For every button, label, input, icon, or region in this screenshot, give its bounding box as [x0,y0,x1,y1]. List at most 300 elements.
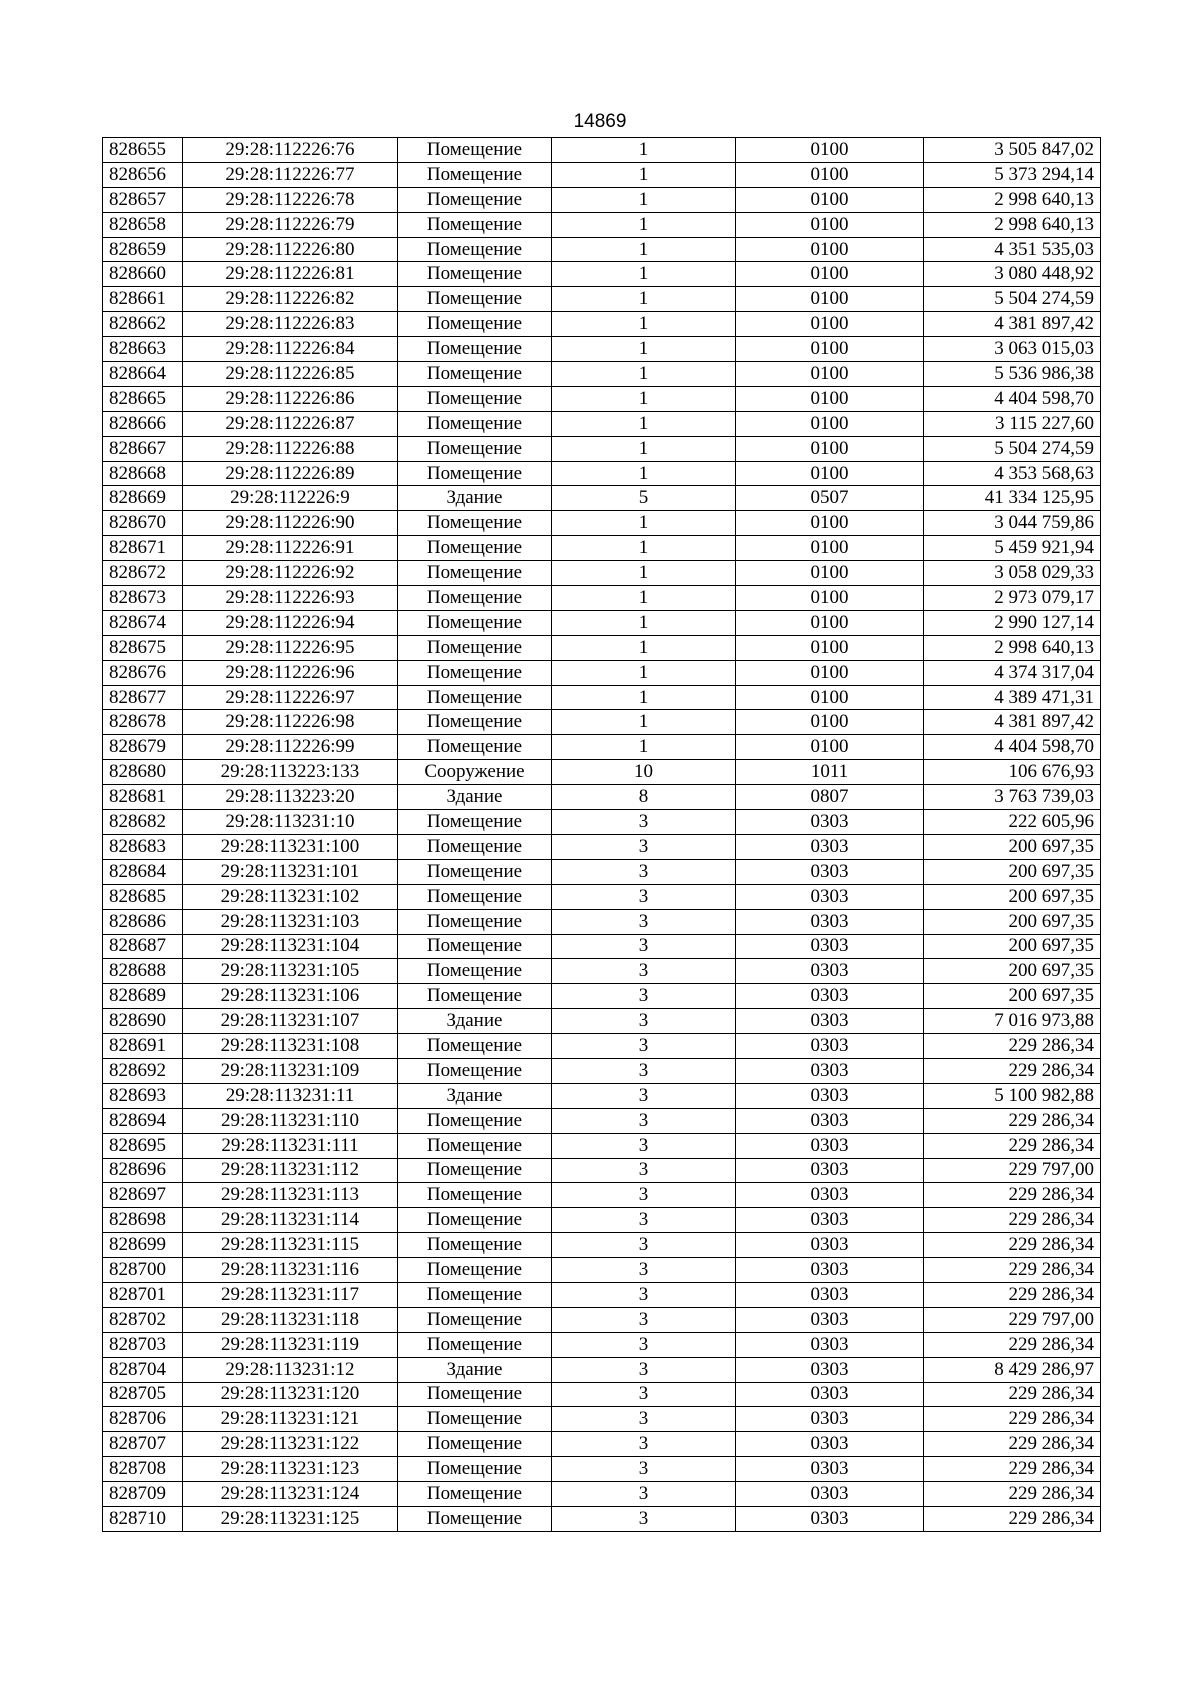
table-row [103,710,1101,735]
table-row [103,1083,1101,1108]
group-cell: 3 [552,1233,736,1258]
cadastral-number-cell: 29:28:113231:111 [183,1133,398,1158]
code-cell: 0303 [736,1058,924,1083]
cadastral-value-cell: 229 286,34 [924,1058,1101,1083]
cadastral-number-cell: 29:28:112226:85 [183,362,398,387]
cadastral-number-cell: 29:28:112226:97 [183,685,398,710]
cadastral-value-cell: 2 990 127,14 [924,610,1101,635]
object-type-cell: Помещение [398,337,552,362]
object-type-cell: Помещение [398,411,552,436]
table-row [103,411,1101,436]
cadastral-number-cell: 29:28:112226:81 [183,262,398,287]
row-number-cell: 828678 [103,710,183,735]
table-row [103,1034,1101,1059]
object-type-cell: Помещение [398,1432,552,1457]
object-type-cell: Здание [398,785,552,810]
code-cell: 0303 [736,1258,924,1283]
cadastral-number-cell: 29:28:112226:87 [183,411,398,436]
cadastral-number-cell: 29:28:113231:115 [183,1233,398,1258]
group-cell: 3 [552,1332,736,1357]
code-cell: 0303 [736,1009,924,1034]
cadastral-number-cell: 29:28:112226:9 [183,486,398,511]
table-row [103,486,1101,511]
code-cell: 0100 [736,635,924,660]
table-row [103,586,1101,611]
table-row [103,1108,1101,1133]
page-number: 14869 [573,111,627,132]
cadastral-number-cell: 29:28:112226:94 [183,610,398,635]
cadastral-number-cell: 29:28:112226:91 [183,536,398,561]
cadastral-value-cell: 4 389 471,31 [924,685,1101,710]
group-cell: 3 [552,1208,736,1233]
object-type-cell: Помещение [398,1058,552,1083]
row-number-cell: 828682 [103,810,183,835]
code-cell: 0303 [736,984,924,1009]
code-cell: 0303 [736,834,924,859]
cadastral-number-cell: 29:28:112226:88 [183,436,398,461]
group-cell: 3 [552,1307,736,1332]
cadastral-value-cell: 200 697,35 [924,959,1101,984]
group-cell: 1 [552,735,736,760]
cadastral-value-cell: 2 998 640,13 [924,635,1101,660]
cadastral-value-cell: 229 797,00 [924,1307,1101,1332]
group-cell: 3 [552,934,736,959]
object-type-cell: Помещение [398,810,552,835]
object-type-cell: Помещение [398,1457,552,1482]
table-row [103,511,1101,536]
row-number-cell: 828687 [103,934,183,959]
object-type-cell: Помещение [398,859,552,884]
group-cell: 1 [552,710,736,735]
cadastral-value-cell: 4 351 535,03 [924,237,1101,262]
object-type-cell: Помещение [398,660,552,685]
object-type-cell: Помещение [398,1282,552,1307]
code-cell: 0100 [736,138,924,163]
table-row [103,162,1101,187]
row-number-cell: 828705 [103,1382,183,1407]
object-type-cell: Помещение [398,212,552,237]
table-row [103,685,1101,710]
object-type-cell: Помещение [398,262,552,287]
group-cell: 3 [552,1432,736,1457]
group-cell: 1 [552,386,736,411]
row-number-cell: 828693 [103,1083,183,1108]
code-cell: 0303 [736,810,924,835]
object-type-cell: Помещение [398,237,552,262]
group-cell: 1 [552,212,736,237]
cadastral-value-cell: 4 404 598,70 [924,386,1101,411]
code-cell: 0303 [736,1034,924,1059]
group-cell: 1 [552,337,736,362]
code-cell: 0100 [736,735,924,760]
cadastral-number-cell: 29:28:112226:86 [183,386,398,411]
cadastral-number-cell: 29:28:113231:106 [183,984,398,1009]
object-type-cell: Помещение [398,162,552,187]
cadastral-value-cell: 3 044 759,86 [924,511,1101,536]
code-cell: 0303 [736,1083,924,1108]
row-number-cell: 828655 [103,138,183,163]
cadastral-value-cell: 229 286,34 [924,1208,1101,1233]
group-cell: 1 [552,262,736,287]
group-cell: 3 [552,834,736,859]
group-cell: 8 [552,785,736,810]
cadastral-value-cell: 3 763 739,03 [924,785,1101,810]
cadastral-number-cell: 29:28:113231:104 [183,934,398,959]
group-cell: 1 [552,312,736,337]
row-number-cell: 828691 [103,1034,183,1059]
cadastral-value-cell: 41 334 125,95 [924,486,1101,511]
code-cell: 0100 [736,337,924,362]
object-type-cell: Помещение [398,1258,552,1283]
code-cell: 0303 [736,909,924,934]
cadastral-value-cell: 229 286,34 [924,1282,1101,1307]
cadastral-value-cell: 229 286,34 [924,1457,1101,1482]
row-number-cell: 828706 [103,1407,183,1432]
row-number-cell: 828690 [103,1009,183,1034]
group-cell: 5 [552,486,736,511]
cadastral-number-cell: 29:28:112226:96 [183,660,398,685]
cadastral-number-cell: 29:28:112226:76 [183,138,398,163]
group-cell: 1 [552,187,736,212]
cadastral-number-cell: 29:28:113231:116 [183,1258,398,1283]
table-row [103,735,1101,760]
table-row [103,436,1101,461]
cadastral-number-cell: 29:28:112226:90 [183,511,398,536]
object-type-cell: Помещение [398,1108,552,1133]
row-number-cell: 828683 [103,834,183,859]
cadastral-value-cell: 229 286,34 [924,1133,1101,1158]
code-cell: 0303 [736,1108,924,1133]
row-number-cell: 828689 [103,984,183,1009]
cadastral-number-cell: 29:28:113231:101 [183,859,398,884]
group-cell: 3 [552,1133,736,1158]
object-type-cell: Помещение [398,735,552,760]
cadastral-value-cell: 229 286,34 [924,1233,1101,1258]
cadastral-number-cell: 29:28:112226:99 [183,735,398,760]
row-number-cell: 828659 [103,237,183,262]
cadastral-number-cell: 29:28:113231:11 [183,1083,398,1108]
code-cell: 0303 [736,1407,924,1432]
table-row [103,386,1101,411]
table-row [103,760,1101,785]
row-number-cell: 828656 [103,162,183,187]
cadastral-value-cell: 5 536 986,38 [924,362,1101,387]
cadastral-number-cell: 29:28:113231:113 [183,1183,398,1208]
object-type-cell: Помещение [398,1133,552,1158]
cadastral-number-cell: 29:28:113231:122 [183,1432,398,1457]
group-cell: 3 [552,1457,736,1482]
group-cell: 3 [552,1482,736,1507]
cadastral-number-cell: 29:28:112226:98 [183,710,398,735]
cadastral-number-cell: 29:28:113231:121 [183,1407,398,1432]
cadastral-number-cell: 29:28:112226:95 [183,635,398,660]
cadastral-value-cell: 200 697,35 [924,859,1101,884]
row-number-cell: 828666 [103,411,183,436]
group-cell: 3 [552,1009,736,1034]
row-number-cell: 828702 [103,1307,183,1332]
cadastral-number-cell: 29:28:112226:92 [183,561,398,586]
table-row [103,1307,1101,1332]
object-type-cell: Помещение [398,934,552,959]
cadastral-number-cell: 29:28:113231:103 [183,909,398,934]
cadastral-value-cell: 229 286,34 [924,1034,1101,1059]
object-type-cell: Здание [398,486,552,511]
code-cell: 0303 [736,1357,924,1382]
table-row [103,1282,1101,1307]
group-cell: 1 [552,237,736,262]
object-type-cell: Помещение [398,586,552,611]
object-type-cell: Здание [398,1083,552,1108]
object-type-cell: Помещение [398,187,552,212]
table-row [103,287,1101,312]
cadastral-number-cell: 29:28:113231:125 [183,1506,398,1531]
group-cell: 1 [552,411,736,436]
cadastral-number-cell: 29:28:113231:112 [183,1158,398,1183]
row-number-cell: 828676 [103,660,183,685]
cadastral-value-cell: 229 797,00 [924,1158,1101,1183]
cadastral-number-cell: 29:28:113231:105 [183,959,398,984]
object-type-cell: Помещение [398,1183,552,1208]
code-cell: 0807 [736,785,924,810]
code-cell: 0303 [736,1133,924,1158]
code-cell: 0100 [736,162,924,187]
cadastral-number-cell: 29:28:113231:120 [183,1382,398,1407]
cadastral-number-cell: 29:28:112226:80 [183,237,398,262]
cadastral-value-cell: 200 697,35 [924,984,1101,1009]
row-number-cell: 828694 [103,1108,183,1133]
group-cell: 10 [552,760,736,785]
code-cell: 0100 [736,386,924,411]
group-cell: 1 [552,635,736,660]
code-cell: 0303 [736,859,924,884]
table-row [103,187,1101,212]
registry-table-body [103,138,1101,1532]
row-number-cell: 828692 [103,1058,183,1083]
cadastral-number-cell: 29:28:112226:79 [183,212,398,237]
object-type-cell: Помещение [398,1382,552,1407]
row-number-cell: 828670 [103,511,183,536]
table-row [103,984,1101,1009]
cadastral-number-cell: 29:28:112226:89 [183,461,398,486]
row-number-cell: 828698 [103,1208,183,1233]
code-cell: 0507 [736,486,924,511]
table-row [103,884,1101,909]
row-number-cell: 828669 [103,486,183,511]
object-type-cell: Помещение [398,287,552,312]
cadastral-value-cell: 229 286,34 [924,1382,1101,1407]
code-cell: 0100 [736,536,924,561]
cadastral-value-cell: 5 504 274,59 [924,287,1101,312]
cadastral-value-cell: 229 286,34 [924,1258,1101,1283]
table-row [103,1058,1101,1083]
row-number-cell: 828663 [103,337,183,362]
table-row [103,461,1101,486]
code-cell: 0303 [736,884,924,909]
row-number-cell: 828707 [103,1432,183,1457]
cadastral-number-cell: 29:28:113231:107 [183,1009,398,1034]
code-cell: 0100 [736,586,924,611]
cadastral-number-cell: 29:28:112226:83 [183,312,398,337]
group-cell: 1 [552,610,736,635]
object-type-cell: Помещение [398,536,552,561]
row-number-cell: 828662 [103,312,183,337]
group-cell: 3 [552,884,736,909]
cadastral-value-cell: 229 286,34 [924,1432,1101,1457]
group-cell: 3 [552,909,736,934]
table-row [103,785,1101,810]
cadastral-number-cell: 29:28:113231:123 [183,1457,398,1482]
table-row [103,909,1101,934]
group-cell: 3 [552,859,736,884]
group-cell: 3 [552,1083,736,1108]
code-cell: 0100 [736,710,924,735]
cadastral-number-cell: 29:28:113231:110 [183,1108,398,1133]
cadastral-value-cell: 5 504 274,59 [924,436,1101,461]
cadastral-value-cell: 3 063 015,03 [924,337,1101,362]
object-type-cell: Помещение [398,1307,552,1332]
table-row [103,1357,1101,1382]
row-number-cell: 828679 [103,735,183,760]
object-type-cell: Помещение [398,1332,552,1357]
cadastral-value-cell: 5 373 294,14 [924,162,1101,187]
cadastral-value-cell: 3 058 029,33 [924,561,1101,586]
table-row [103,1407,1101,1432]
table-row [103,1158,1101,1183]
code-cell: 0100 [736,511,924,536]
group-cell: 1 [552,162,736,187]
object-type-cell: Сооружение [398,760,552,785]
cadastral-value-cell: 200 697,35 [924,909,1101,934]
group-cell: 1 [552,461,736,486]
cadastral-value-cell: 222 605,96 [924,810,1101,835]
code-cell: 0100 [736,685,924,710]
row-number-cell: 828675 [103,635,183,660]
object-type-cell: Помещение [398,511,552,536]
row-number-cell: 828664 [103,362,183,387]
object-type-cell: Помещение [398,1208,552,1233]
cadastral-value-cell: 2 998 640,13 [924,212,1101,237]
row-number-cell: 828661 [103,287,183,312]
cadastral-value-cell: 4 374 317,04 [924,660,1101,685]
group-cell: 1 [552,561,736,586]
group-cell: 3 [552,959,736,984]
row-number-cell: 828658 [103,212,183,237]
cadastral-number-cell: 29:28:112226:77 [183,162,398,187]
row-number-cell: 828695 [103,1133,183,1158]
table-row [103,660,1101,685]
table-row [103,237,1101,262]
cadastral-number-cell: 29:28:112226:84 [183,337,398,362]
code-cell: 0303 [736,1332,924,1357]
table-row [103,1432,1101,1457]
object-type-cell: Помещение [398,1407,552,1432]
object-type-cell: Помещение [398,909,552,934]
object-type-cell: Помещение [398,1034,552,1059]
cadastral-value-cell: 3 115 227,60 [924,411,1101,436]
row-number-cell: 828701 [103,1282,183,1307]
code-cell: 0303 [736,1282,924,1307]
cadastral-number-cell: 29:28:113231:118 [183,1307,398,1332]
group-cell: 1 [552,536,736,561]
row-number-cell: 828685 [103,884,183,909]
object-type-cell: Помещение [398,436,552,461]
group-cell: 1 [552,436,736,461]
cadastral-number-cell: 29:28:113231:117 [183,1282,398,1307]
table-row [103,1382,1101,1407]
row-number-cell: 828674 [103,610,183,635]
group-cell: 3 [552,1058,736,1083]
code-cell: 0100 [736,561,924,586]
row-number-cell: 828665 [103,386,183,411]
cadastral-number-cell: 29:28:113231:12 [183,1357,398,1382]
row-number-cell: 828657 [103,187,183,212]
code-cell: 0100 [736,610,924,635]
group-cell: 1 [552,511,736,536]
row-number-cell: 828672 [103,561,183,586]
cadastral-value-cell: 3 505 847,02 [924,138,1101,163]
object-type-cell: Помещение [398,1482,552,1507]
group-cell: 3 [552,1034,736,1059]
code-cell: 0100 [736,237,924,262]
group-cell: 3 [552,1258,736,1283]
cadastral-value-cell: 7 016 973,88 [924,1009,1101,1034]
table-row [103,834,1101,859]
table-row [103,1133,1101,1158]
group-cell: 3 [552,1382,736,1407]
cadastral-number-cell: 29:28:113231:10 [183,810,398,835]
object-type-cell: Помещение [398,1158,552,1183]
code-cell: 0303 [736,1457,924,1482]
code-cell: 0303 [736,1432,924,1457]
group-cell: 3 [552,1183,736,1208]
cadastral-value-cell: 4 353 568,63 [924,461,1101,486]
cadastral-number-cell: 29:28:113231:119 [183,1332,398,1357]
table-row [103,1457,1101,1482]
group-cell: 3 [552,1357,736,1382]
cadastral-number-cell: 29:28:112226:78 [183,187,398,212]
object-type-cell: Помещение [398,461,552,486]
cadastral-value-cell: 5 459 921,94 [924,536,1101,561]
row-number-cell: 828699 [103,1233,183,1258]
table-row [103,212,1101,237]
code-cell: 0100 [736,362,924,387]
row-number-cell: 828700 [103,1258,183,1283]
object-type-cell: Помещение [398,610,552,635]
row-number-cell: 828671 [103,536,183,561]
code-cell: 0303 [736,934,924,959]
table-row [103,337,1101,362]
row-number-cell: 828681 [103,785,183,810]
row-number-cell: 828668 [103,461,183,486]
object-type-cell: Помещение [398,959,552,984]
code-cell: 0303 [736,1183,924,1208]
code-cell: 0100 [736,436,924,461]
cadastral-number-cell: 29:28:113231:100 [183,834,398,859]
object-type-cell: Помещение [398,984,552,1009]
table-row [103,138,1101,163]
cadastral-number-cell: 29:28:112226:82 [183,287,398,312]
row-number-cell: 828703 [103,1332,183,1357]
code-cell: 0303 [736,959,924,984]
object-type-cell: Помещение [398,561,552,586]
object-type-cell: Помещение [398,362,552,387]
object-type-cell: Помещение [398,635,552,660]
group-cell: 3 [552,1506,736,1531]
group-cell: 3 [552,1407,736,1432]
row-number-cell: 828710 [103,1506,183,1531]
object-type-cell: Здание [398,1357,552,1382]
code-cell: 0303 [736,1208,924,1233]
